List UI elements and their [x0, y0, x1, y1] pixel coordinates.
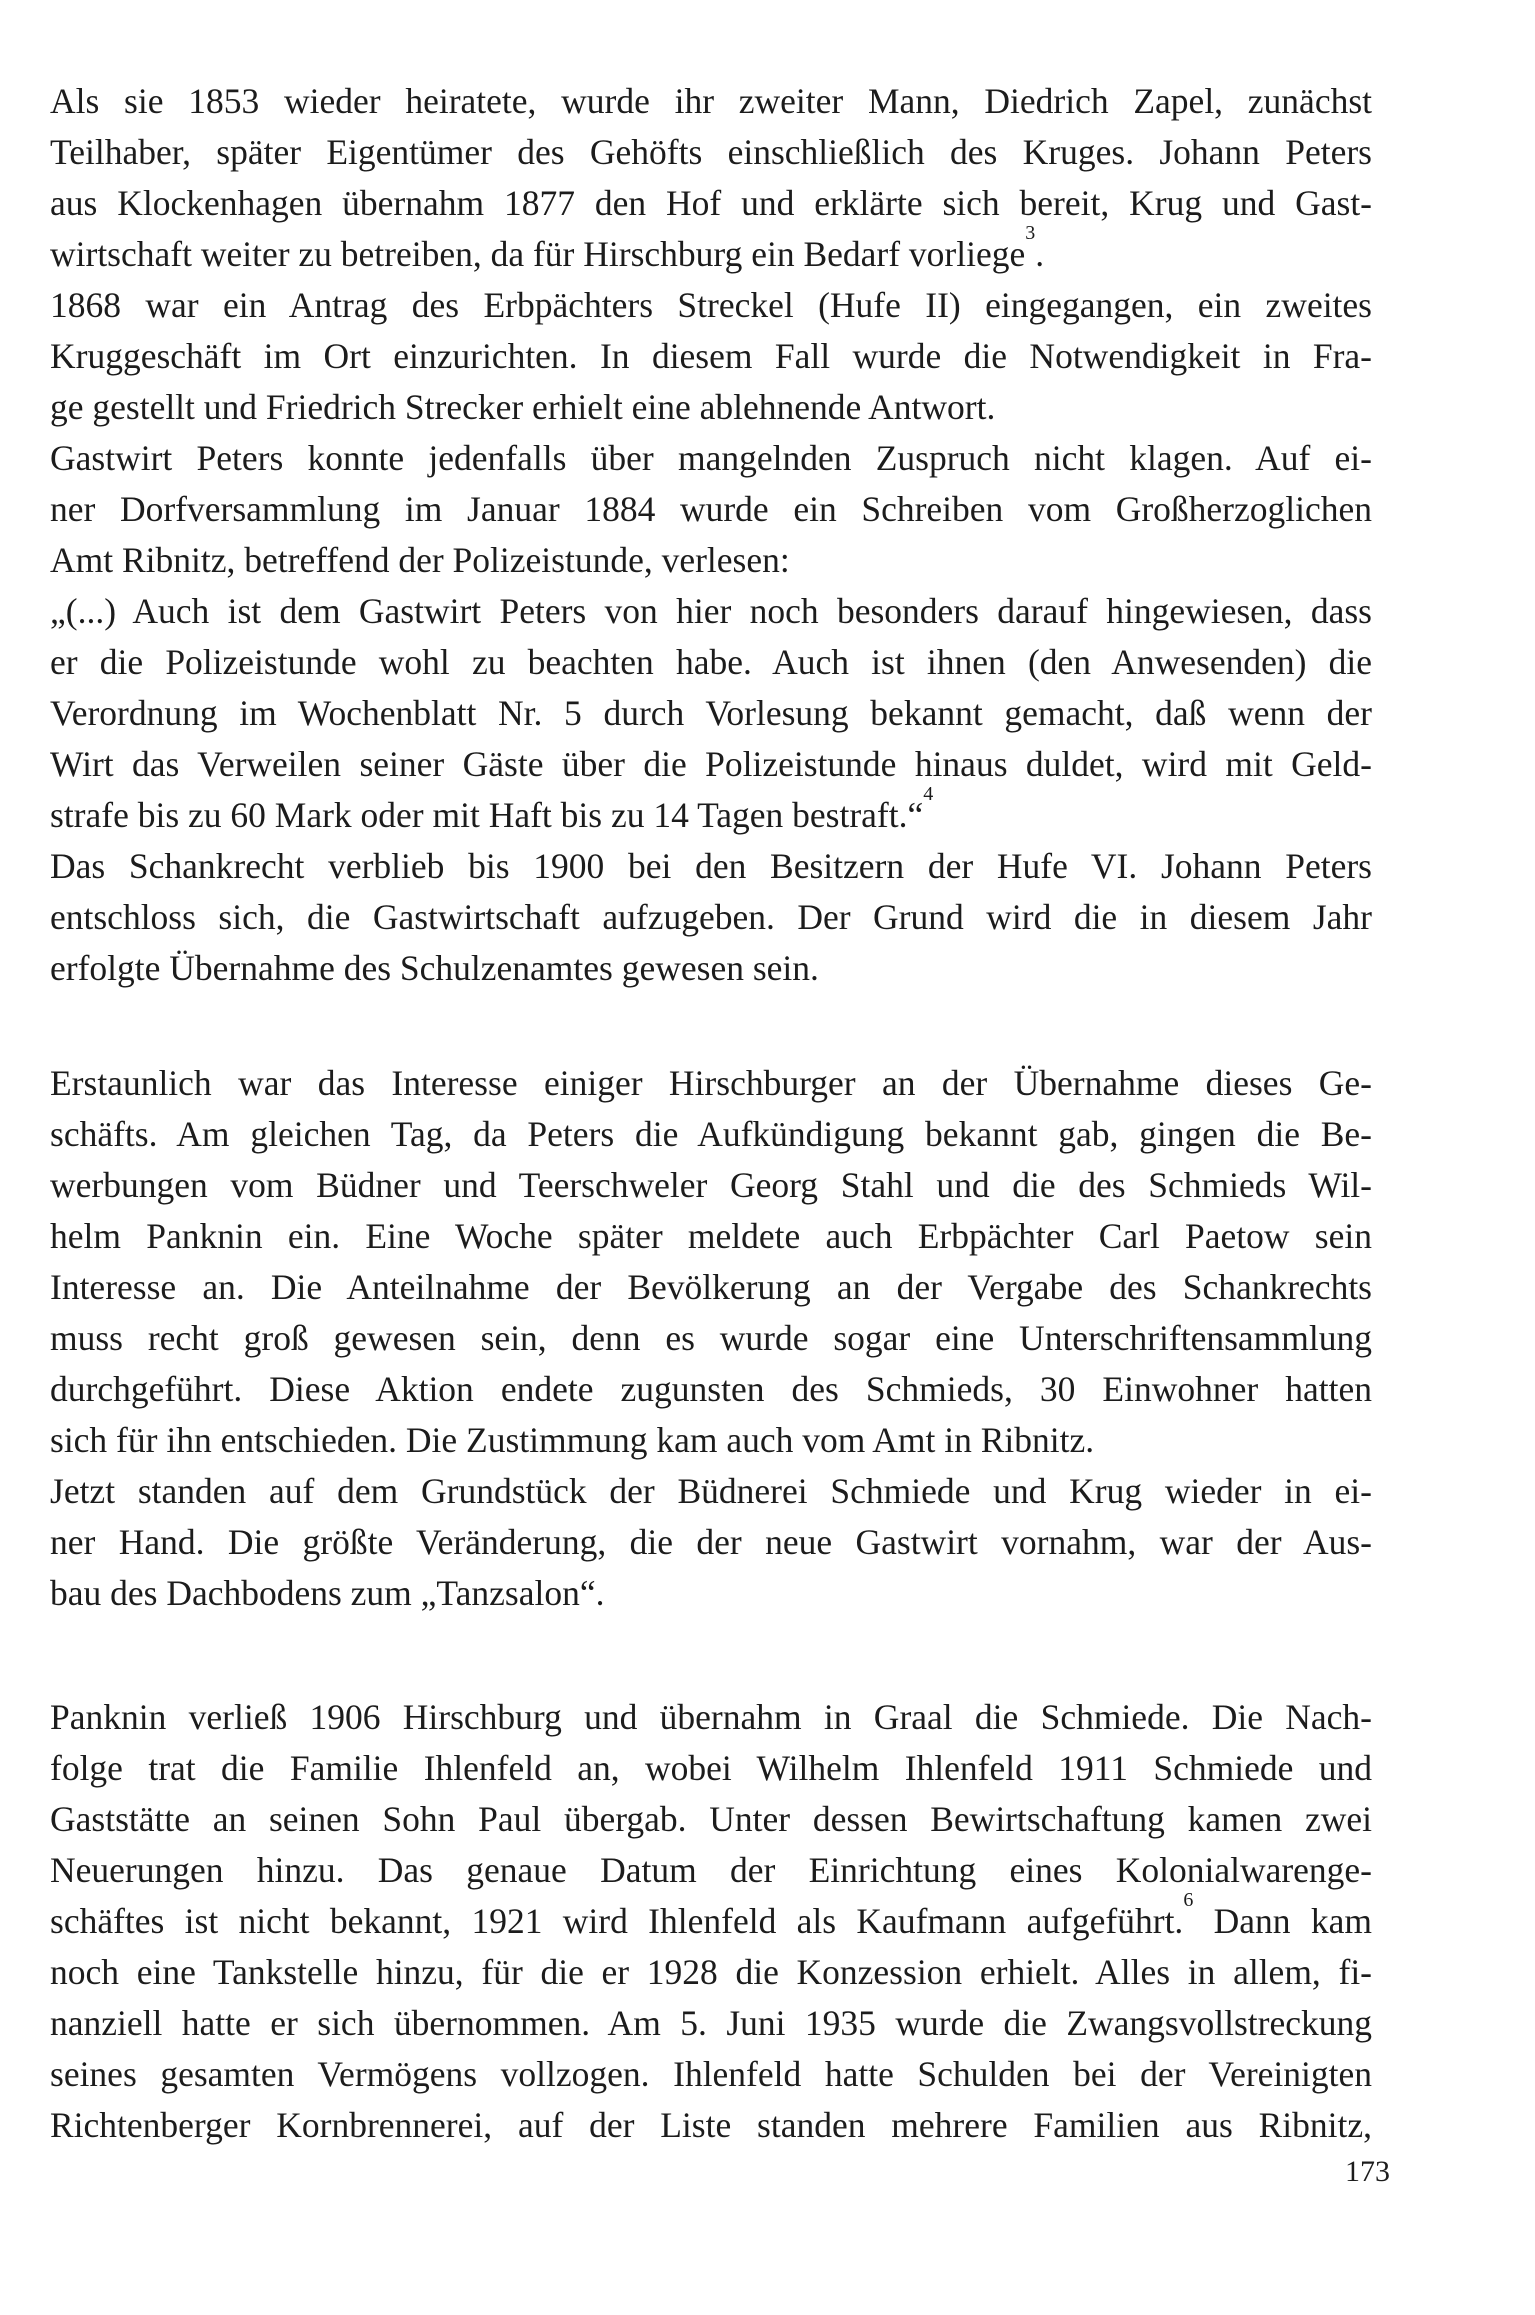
line-text-tail: Dann kam: [1193, 1901, 1372, 1941]
text-line: Amt Ribnitz, betreffend der Polizeistunde, verlesen:: [50, 540, 790, 580]
text-line: Jetzt standen auf dem Grundstück der Büdnerei Schmiede und Krug wieder in ei-: [50, 1471, 1372, 1511]
text-line: Gaststätte an seinen Sohn Paul übergab. Unter dessen Bewirtschaftung kamen zwei: [50, 1799, 1372, 1839]
text-line: sich für ihn entschieden. Die Zustimmung kam auch vom Amt in Ribnitz.: [50, 1420, 1095, 1460]
footnote-marker: 4: [923, 783, 934, 806]
text-line: helm Panknin ein. Eine Woche später meldete auch Erbpächter Carl Paetow sein: [50, 1216, 1372, 1256]
footnote-marker: 3: [1025, 222, 1036, 245]
line-text: strafe bis zu 60 Mark oder mit Haft bis zu 14 Tagen bestraft.“: [50, 795, 924, 835]
text-line: aus Klockenhagen übernahm 1877 den Hof und erklärte sich bereit, Krug und Gast-: [50, 183, 1372, 223]
paragraph-1: [50, 76, 1372, 994]
text-line: [50, 783, 1372, 841]
text-line: ner Dorfversammlung im Januar 1884 wurde ein Schreiben vom Großherzoglichen: [50, 489, 1372, 529]
text-line: nanziell hatte er sich übernommen. Am 5. Juni 1935 wurde die Zwangsvollstreckung: [50, 2003, 1372, 2043]
text-line: durchgeführt. Diese Aktion endete zugunsten des Schmieds, 30 Einwohner hatten: [50, 1369, 1372, 1409]
text-line: Wirt das Verweilen seiner Gäste über die Polizeistunde hinaus duldet, wird mit Geld-: [50, 744, 1372, 784]
text-line: bau des Dachbodens zum „Tanzsalon“.: [50, 1573, 605, 1613]
text-line: Kruggeschäft im Ort einzurichten. In diesem Fall wurde die Notwendigkeit in Fra-: [50, 336, 1372, 376]
text-line: Panknin verließ 1906 Hirschburg und übernahm in Graal die Schmiede. Die Nach-: [50, 1697, 1372, 1737]
text-line: 1868 war ein Antrag des Erbpächters Streckel (Hufe II) eingegangen, ein zweites: [50, 285, 1372, 325]
text-line: [50, 222, 1372, 280]
text-line: er die Polizeistunde wohl zu beachten habe. Auch ist ihnen (den Anwesenden) die: [50, 642, 1372, 682]
text-line: folge trat die Familie Ihlenfeld an, wobei Wilhelm Ihlenfeld 1911 Schmiede und: [50, 1748, 1372, 1788]
text-line: Neuerungen hinzu. Das genaue Datum der Einrichtung eines Kolonialwarenge-: [50, 1850, 1372, 1890]
text-line: „(...) Auch ist dem Gastwirt Peters von hier noch besonders darauf hingewiesen, dass: [50, 591, 1372, 631]
text-line: Verordnung im Wochenblatt Nr. 5 durch Vorlesung bekannt gemacht, daß wenn der: [50, 693, 1372, 733]
text-line: Interesse an. Die Anteilnahme der Bevölkerung an der Vergabe des Schankrechts: [50, 1267, 1372, 1307]
text-line: Teilhaber, später Eigentümer des Gehöfts einschließlich des Kruges. Johann Peters: [50, 132, 1372, 172]
line-text: schäftes ist nicht bekannt, 1921 wird Ihlenfeld als Kaufmann aufgeführt.: [50, 1901, 1184, 1941]
line-text-tail: .: [1035, 234, 1045, 274]
text-line: Das Schankrecht verblieb bis 1900 bei den Besitzern der Hufe VI. Johann Peters: [50, 846, 1372, 886]
text-line: Als sie 1853 wieder heiratete, wurde ihr zweiter Mann, Diedrich Zapel, zunächst: [50, 81, 1372, 121]
text-line: seines gesamten Vermögens vollzogen. Ihlenfeld hatte Schulden bei der Vereinigten: [50, 2054, 1372, 2094]
text-line: noch eine Tankstelle hinzu, für die er 1928 die Konzession erhielt. Alles in allem, fi-: [50, 1952, 1372, 1992]
paragraph-3: [50, 1692, 1372, 2151]
text-line: entschloss sich, die Gastwirtschaft aufzugeben. Der Grund wird die in diesem Jahr: [50, 897, 1372, 937]
text-line: ner Hand. Die größte Veränderung, die der neue Gastwirt vornahm, war der Aus-: [50, 1522, 1372, 1562]
text-line: [50, 1889, 1372, 1947]
page-number: 173: [1345, 2155, 1390, 2188]
footnote-marker: 6: [1183, 1889, 1194, 1912]
text-line: ge gestellt und Friedrich Strecker erhielt eine ablehnende Antwort.: [50, 387, 996, 427]
text-line: schäfts. Am gleichen Tag, da Peters die Aufkündigung bekannt gab, gingen die Be-: [50, 1114, 1372, 1154]
text-line: Richtenberger Kornbrennerei, auf der Liste standen mehrere Familien aus Ribnitz,: [50, 2105, 1372, 2145]
text-line: muss recht groß gewesen sein, denn es wurde sogar eine Unterschriftensammlung: [50, 1318, 1372, 1358]
paragraph-2: [50, 1058, 1372, 1619]
text-line: Erstaunlich war das Interesse einiger Hirschburger an der Übernahme dieses Ge-: [50, 1063, 1372, 1103]
line-text: wirtschaft weiter zu betreiben, da für Hirschburg ein Bedarf vorliege: [50, 234, 1026, 274]
text-line: erfolgte Übernahme des Schulzenamtes gewesen sein.: [50, 948, 819, 988]
text-line: werbungen vom Büdner und Teerschweler Georg Stahl und die des Schmieds Wil-: [50, 1165, 1372, 1205]
text-line: Gastwirt Peters konnte jedenfalls über mangelnden Zuspruch nicht klagen. Auf ei-: [50, 438, 1372, 478]
